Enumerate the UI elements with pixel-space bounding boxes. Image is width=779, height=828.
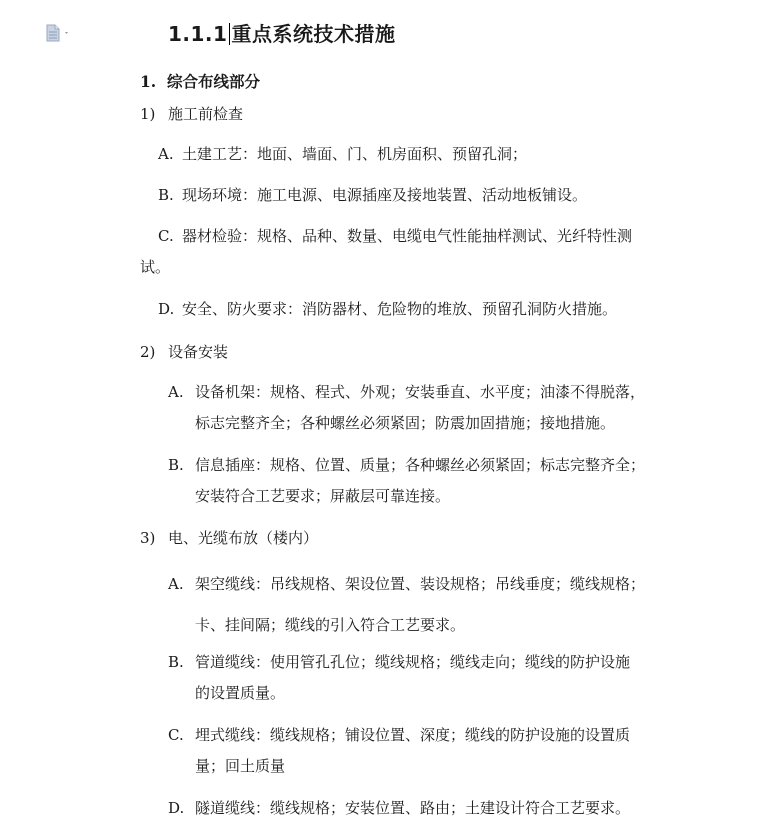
section-number: 2) bbox=[140, 343, 156, 361]
item-text-continued: 安装符合工艺要求；屏蔽层可靠连接。 bbox=[195, 487, 451, 505]
chevron-down-icon bbox=[65, 32, 68, 34]
part-number: 1. bbox=[140, 72, 157, 91]
item-text: 土建工艺：地面、墙面、门、机房面积、预留孔洞； bbox=[182, 145, 528, 163]
item-text: 器材检验：规格、品种、数量、电缆电气性能抽样测试、光纤特性测 bbox=[182, 227, 633, 245]
list-item bbox=[168, 564, 668, 636]
item-text: 隧道缆线：缆线规格；安装位置、路由；土建设计符合工艺要求。 bbox=[195, 799, 631, 817]
item-label: C. bbox=[158, 227, 174, 245]
section-number: 3) bbox=[140, 529, 156, 547]
section-1-heading bbox=[140, 103, 243, 124]
list-item bbox=[168, 720, 668, 784]
list-item bbox=[140, 221, 688, 285]
item-label: C. bbox=[168, 726, 184, 744]
section-3-heading bbox=[140, 527, 318, 548]
section-title: 施工前检查 bbox=[168, 105, 244, 123]
item-label: B. bbox=[158, 186, 174, 204]
item-text-continued: 标志完整齐全；各种螺丝必须紧固；防震加固措施；接地措施。 bbox=[195, 414, 616, 432]
item-text-continued: 量；回土质量 bbox=[195, 757, 286, 775]
item-text-continued: 试。 bbox=[140, 258, 171, 276]
item-text: 安全、防火要求：消防器材、危险物的堆放、预留孔洞防火措施。 bbox=[182, 300, 618, 318]
section-number: 1) bbox=[140, 105, 156, 123]
list-item bbox=[168, 377, 668, 441]
item-text: 设备机架：规格、程式、外观；安装垂直、水平度；油漆不得脱落， bbox=[195, 383, 646, 401]
item-label: A. bbox=[168, 575, 184, 593]
item-label: D. bbox=[168, 799, 185, 817]
item-label: A. bbox=[158, 145, 174, 163]
section-2-heading bbox=[140, 341, 228, 362]
list-item bbox=[168, 450, 668, 514]
document-icon[interactable] bbox=[45, 24, 71, 42]
part-heading bbox=[140, 70, 260, 92]
section-heading bbox=[168, 18, 395, 47]
list-item bbox=[168, 647, 668, 711]
item-text: 管道缆线：使用管孔孔位；缆线规格；缆线走向；缆线的防护设施 bbox=[195, 653, 631, 671]
heading-number: 1.1.1 bbox=[168, 22, 228, 46]
item-text-continued: 的设置质量。 bbox=[195, 684, 286, 702]
heading-title: 重点系统技术措施 bbox=[231, 22, 396, 46]
part-title: 综合布线部分 bbox=[166, 72, 260, 91]
item-text: 现场环境：施工电源、电源插座及接地装置、活动地板铺设。 bbox=[182, 186, 588, 204]
item-label: B. bbox=[168, 653, 184, 671]
section-title: 电、光缆布放（楼内） bbox=[168, 529, 319, 547]
section-title: 设备安装 bbox=[168, 343, 229, 361]
item-label: D. bbox=[158, 300, 175, 318]
item-label: A. bbox=[168, 383, 184, 401]
item-text-continued: 卡、挂间隔；缆线的引入符合工艺要求。 bbox=[195, 616, 466, 634]
item-text: 信息插座：规格、位置、质量；各种螺丝必须紧固；标志完整齐全； bbox=[195, 456, 646, 474]
item-text: 埋式缆线：缆线规格；铺设位置、深度；缆线的防护设施的设置质 bbox=[195, 726, 631, 744]
item-text: 架空缆线：吊线规格、架设位置、装设规格；吊线垂度；缆线规格； bbox=[195, 575, 646, 593]
item-label: B. bbox=[168, 456, 184, 474]
